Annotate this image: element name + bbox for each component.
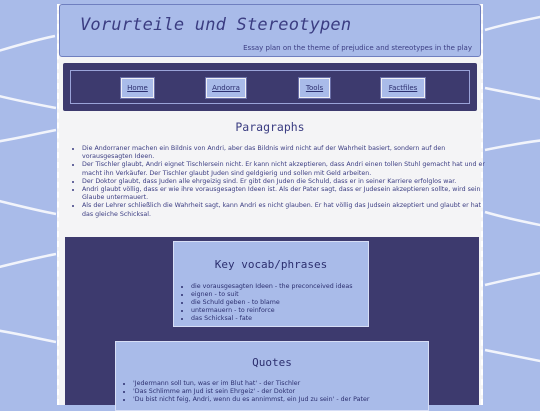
list-item: • Andri glaubt völlig, dass er wie ihre vorausgesagten Ideen ist. Als der Pater sagt, dass er Judesein akzeptieren sollte, wird sein Glaube untermauert. xyxy=(82,186,488,202)
site-subtitle: Essay plan on the theme of prejudice and stereotypes in the play xyxy=(243,44,472,52)
list-item: • Als der Lehrer schließlich die Wahrheit sagt, kann Andri es nicht glauben. Er hat völlig das Judsein akzeptiert und glaubt er hat das gleiche Schicksal. xyxy=(82,202,488,218)
vocab-card xyxy=(173,241,369,327)
list-item: • 'Du bist nicht feig, Andri, wenn du es annimmst, ein Jud zu sein' - der Pater xyxy=(133,396,433,404)
quotes-heading: Quotes xyxy=(252,356,292,369)
site-title: Vorurteile und Stereotypen xyxy=(80,15,352,35)
list-item: • untermauern - to reinforce xyxy=(191,307,376,315)
list-item: • die Schuld geben - to blame xyxy=(191,299,376,307)
nav-home-button[interactable]: Home xyxy=(121,78,154,98)
content-panel xyxy=(65,237,479,405)
list-item: • Die Andorraner machen ein Bildnis von Andri, aber das Bildnis wird nicht auf der Wahrheit basiert, sondern auf den vorausgesagten Ideen. xyxy=(82,145,488,161)
site-header xyxy=(59,4,481,57)
list-item: • 'Das Schlimme am Jud ist sein Ehrgeiz' - der Doktor xyxy=(133,388,433,396)
list-item: • 'Jedermann soll tun, was er im Blut hat' - der Tischler xyxy=(133,380,433,388)
nav-tools-button[interactable]: Tools xyxy=(299,78,330,98)
list-item: • die vorausgesagten Ideen - the preconceived ideas xyxy=(191,283,376,291)
list-item: • das Schicksal - fate xyxy=(191,315,376,323)
paragraphs-list xyxy=(70,145,488,219)
paragraphs-heading: Paragraphs xyxy=(235,120,305,134)
vocab-list xyxy=(179,283,376,323)
quotes-card xyxy=(115,341,429,411)
quotes-list xyxy=(121,380,433,404)
vocab-heading: Key vocab/phrases xyxy=(214,258,328,271)
nav-andorra-button[interactable]: Andorra xyxy=(206,78,246,98)
list-item: • Der Tischler glaubt, Andri eignet Tischlersein nicht. Er kann nicht akzeptieren, dass Andri einen tollen Stuhl gemacht hat und er macht ihn Verkäufer. Der Tischler glaubt Juden sind geldgierig und sollen mit Geld arbeiten. xyxy=(82,161,488,177)
list-item: • Der Doktor glaubt, dass Juden alle ehrgeizig sind. Er gibt den Juden die Schuld, dass er in seiner Karriere erfolglos war. xyxy=(82,178,488,186)
page-container xyxy=(57,4,483,405)
list-item: • eignen - to suit xyxy=(191,291,376,299)
nav-factfiles-button[interactable]: Factfiles xyxy=(381,78,425,98)
nav-bar xyxy=(63,63,477,111)
